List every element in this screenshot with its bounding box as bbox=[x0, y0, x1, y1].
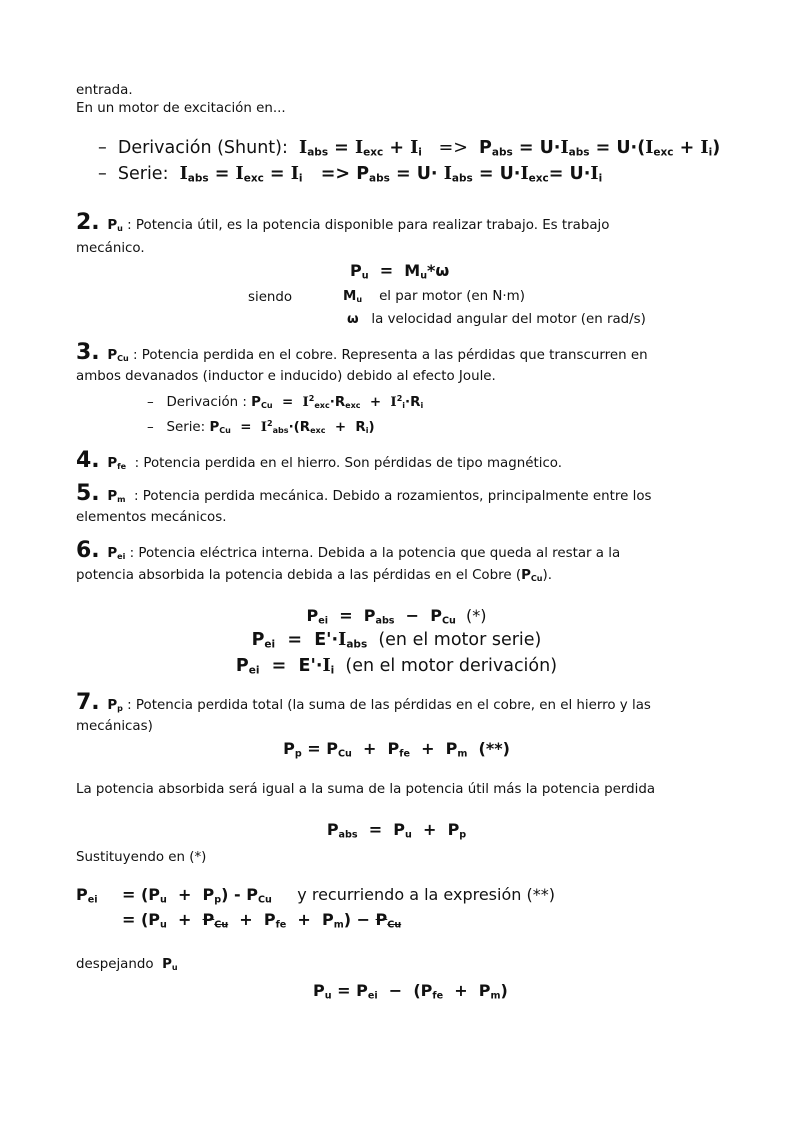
text-segment: + P bbox=[228, 910, 276, 929]
text-segment: 6. bbox=[76, 538, 108, 563]
text-segment: = U· bbox=[389, 164, 444, 184]
text-segment: = bbox=[208, 164, 236, 184]
text-segment: potencia absorbida la potencia debida a las pérdidas en el Cobre ( bbox=[76, 568, 522, 583]
text-segment: + bbox=[383, 138, 411, 158]
text-segment: = E'· bbox=[259, 656, 323, 676]
text-segment: = bbox=[272, 394, 303, 410]
text-segment: u bbox=[405, 829, 412, 841]
text-segment: P bbox=[107, 698, 118, 713]
text-segment: p bbox=[459, 829, 467, 841]
text-segment: = bbox=[328, 138, 355, 158]
text-segment: u bbox=[324, 990, 332, 1002]
text-segment: + P bbox=[351, 739, 400, 758]
text-segment: => bbox=[421, 138, 480, 158]
text-segment: P bbox=[202, 910, 215, 929]
text-segment: P bbox=[251, 630, 265, 650]
text-segment: abs bbox=[491, 146, 513, 159]
text-segment: I bbox=[338, 630, 347, 650]
text-segment: P bbox=[107, 456, 118, 471]
text-segment: P bbox=[350, 261, 362, 280]
text-line bbox=[76, 102, 286, 115]
text-segment: I bbox=[260, 418, 268, 435]
text-segment: ). bbox=[542, 568, 552, 583]
text-segment: fe bbox=[399, 748, 410, 760]
text-segment: I bbox=[179, 164, 188, 184]
text-segment: m bbox=[490, 990, 501, 1002]
text-segment: P bbox=[283, 739, 295, 758]
text-segment: p bbox=[117, 704, 123, 713]
formula-substitution-2 bbox=[122, 912, 401, 930]
text-segment: ambos devanados (inductor e inducido) debido al efecto Joule. bbox=[76, 369, 496, 384]
text-line bbox=[76, 851, 206, 864]
text-segment: I bbox=[590, 164, 599, 184]
text-segment: : Potencia perdida total (la suma de las pérdidas en el cobre, en el hierro y las bbox=[122, 698, 651, 713]
text-segment: el par motor (en N·m) bbox=[362, 289, 525, 304]
text-segment: u bbox=[160, 919, 167, 931]
text-segment: I bbox=[235, 164, 244, 184]
text-segment: P bbox=[209, 419, 220, 435]
section-3-heading bbox=[76, 342, 648, 364]
text-segment: + bbox=[166, 910, 203, 929]
formula-copper-shunt bbox=[147, 395, 423, 410]
text-segment: 2 bbox=[396, 394, 403, 403]
definition-angular-velocity bbox=[347, 313, 646, 326]
text-segment: mecánico. bbox=[76, 241, 145, 256]
text-segment: abs bbox=[272, 425, 289, 435]
text-segment: elementos mecánicos. bbox=[76, 510, 227, 525]
text-segment: i bbox=[420, 400, 424, 410]
text-segment: 4. bbox=[76, 448, 108, 473]
text-segment: : Potencia perdida mecánica. Debido a rozamientos, principalmente entre los bbox=[125, 489, 652, 504]
text-segment: Cu bbox=[441, 615, 456, 627]
formula-total-losses bbox=[0, 741, 793, 759]
text-segment: (**) bbox=[467, 739, 510, 758]
text-line bbox=[76, 370, 496, 383]
text-segment: exc bbox=[363, 146, 384, 159]
text-segment: : Potencia perdida en el cobre. Representa a las pérdidas que transcurren en bbox=[128, 348, 648, 363]
text-segment: i bbox=[708, 146, 713, 159]
text-segment: P bbox=[306, 606, 319, 625]
text-segment: y recurriendo a la expresión (**) bbox=[271, 885, 555, 904]
text-segment: Cu bbox=[219, 425, 231, 435]
text-segment: P bbox=[107, 489, 118, 504]
text-segment: = U· bbox=[512, 138, 561, 158]
text-segment: ei bbox=[117, 552, 126, 561]
formula-useful-power-result bbox=[313, 983, 508, 1001]
section-5-heading bbox=[76, 483, 652, 505]
text-segment: = P bbox=[357, 820, 406, 839]
text-segment: + bbox=[360, 394, 391, 410]
text-segment: P bbox=[326, 820, 339, 839]
text-segment: fe bbox=[117, 462, 127, 471]
text-segment: *ω bbox=[427, 261, 450, 280]
text-segment: ei bbox=[318, 615, 329, 627]
text-segment: Cu bbox=[387, 919, 402, 931]
text-segment: mecánicas) bbox=[76, 719, 153, 734]
formula-series-current bbox=[98, 166, 602, 184]
text-segment: ω bbox=[347, 312, 359, 327]
text-segment: u bbox=[117, 224, 123, 233]
text-segment: abs bbox=[568, 146, 590, 159]
text-segment: i bbox=[298, 172, 303, 185]
text-segment: p bbox=[294, 748, 302, 760]
formula-internal-power bbox=[0, 608, 793, 626]
text-segment: fe bbox=[432, 990, 444, 1002]
text-segment: u bbox=[160, 894, 167, 906]
text-segment: Cu bbox=[214, 919, 229, 931]
text-segment: despejando bbox=[76, 957, 163, 972]
text-segment: u bbox=[356, 295, 363, 304]
text-segment: P bbox=[521, 568, 531, 583]
text-segment: La potencia absorbida será igual a la suma de la potencia útil más la potencia perdida bbox=[76, 782, 656, 797]
text-segment: i bbox=[330, 664, 335, 677]
text-segment: I bbox=[410, 138, 419, 158]
text-segment: 2 bbox=[308, 394, 315, 403]
text-segment: ) bbox=[712, 138, 721, 158]
text-segment: la velocidad angular del motor (en rad/s) bbox=[358, 312, 646, 327]
section-6-heading bbox=[76, 540, 620, 562]
text-segment: : Potencia eléctrica interna. Debida a la potencia que queda al restar a la bbox=[125, 546, 621, 561]
text-segment: ) - P bbox=[221, 885, 258, 904]
text-segment: exc bbox=[345, 400, 361, 410]
text-segment: Sustituyendo en (*) bbox=[76, 850, 207, 865]
text-segment: − (P bbox=[377, 981, 433, 1000]
section-7-heading bbox=[76, 692, 651, 714]
text-segment: ) bbox=[368, 419, 375, 435]
text-segment: = (P bbox=[122, 885, 161, 904]
text-line bbox=[76, 783, 655, 796]
text-segment: Cu bbox=[257, 894, 272, 906]
text-segment: abs bbox=[338, 829, 358, 841]
text-segment: ei bbox=[264, 638, 276, 651]
text-segment: 7. bbox=[76, 690, 108, 715]
text-segment: = M bbox=[368, 261, 421, 280]
text-segment: P bbox=[107, 546, 118, 561]
text-segment: 2. bbox=[76, 210, 108, 235]
text-segment: En un motor de excitación en... bbox=[76, 101, 286, 116]
text-segment: u bbox=[361, 270, 369, 282]
text-segment: ·R bbox=[329, 394, 346, 410]
text-segment: abs bbox=[307, 146, 329, 159]
text-segment: = bbox=[230, 419, 261, 435]
text-segment: I bbox=[290, 164, 299, 184]
text-segment: ) bbox=[500, 981, 508, 1000]
text-segment: P bbox=[235, 656, 249, 676]
text-segment: m bbox=[117, 495, 126, 504]
text-segment: m bbox=[457, 748, 468, 760]
text-segment: I bbox=[520, 164, 529, 184]
text-segment: 3. bbox=[76, 340, 108, 365]
text-segment: P bbox=[107, 218, 118, 233]
definition-torque bbox=[343, 290, 525, 304]
text-segment: = P bbox=[301, 739, 338, 758]
text-segment: 5. bbox=[76, 481, 108, 506]
text-segment: = U· bbox=[472, 164, 521, 184]
text-line bbox=[248, 291, 292, 304]
text-segment: ) − bbox=[343, 910, 376, 929]
text-segment: fe bbox=[275, 919, 287, 931]
text-segment: (en el motor serie) bbox=[367, 630, 542, 650]
text-segment: = P bbox=[331, 981, 368, 1000]
text-segment: P bbox=[107, 348, 118, 363]
text-segment: + P bbox=[409, 739, 458, 758]
text-segment: ei bbox=[248, 664, 260, 677]
text-segment: = bbox=[263, 164, 291, 184]
text-segment: + P bbox=[443, 981, 491, 1000]
text-segment: Cu bbox=[117, 354, 129, 363]
text-segment: ei bbox=[87, 894, 98, 906]
text-segment: ·R bbox=[405, 394, 421, 410]
section-2-heading bbox=[76, 212, 609, 234]
text-segment: abs bbox=[375, 615, 395, 627]
text-segment: i bbox=[598, 172, 603, 185]
text-line bbox=[76, 511, 227, 524]
text-segment: exc bbox=[310, 425, 326, 435]
text-segment: abs bbox=[451, 172, 473, 185]
text-segment: – Derivación : bbox=[147, 394, 252, 410]
text-segment: exc bbox=[653, 146, 674, 159]
text-segment: : Potencia perdida en el hierro. Son pérdidas de tipo magnético. bbox=[126, 456, 563, 471]
text-segment: I bbox=[302, 393, 309, 410]
formula-substitution-lhs bbox=[76, 887, 98, 905]
text-segment: I bbox=[354, 138, 364, 158]
formula-internal-power-series bbox=[0, 632, 793, 650]
text-line bbox=[76, 569, 552, 583]
text-segment: abs bbox=[346, 638, 368, 651]
text-segment: – Serie: bbox=[147, 419, 210, 435]
text-segment: = U·( bbox=[589, 138, 646, 158]
text-segment: (en el motor derivación) bbox=[334, 656, 558, 676]
text-segment: I bbox=[443, 164, 452, 184]
text-segment: = (P bbox=[122, 910, 161, 929]
text-segment: ei bbox=[367, 990, 378, 1002]
formula-substitution-1 bbox=[122, 887, 555, 905]
text-segment: 2 bbox=[267, 419, 273, 428]
text-segment: p bbox=[214, 894, 222, 906]
text-segment: P bbox=[76, 885, 88, 904]
text-segment: i bbox=[365, 425, 369, 435]
text-segment: I bbox=[700, 138, 709, 158]
formula-shunt-current bbox=[98, 140, 720, 158]
text-segment: i bbox=[402, 400, 406, 410]
text-segment: = E'· bbox=[275, 630, 339, 650]
text-segment: Cu bbox=[337, 748, 352, 760]
text-segment: + P bbox=[166, 885, 215, 904]
text-segment: exc bbox=[528, 172, 549, 185]
text-segment: entrada. bbox=[76, 83, 133, 98]
text-segment: u bbox=[171, 963, 178, 972]
text-segment: I bbox=[299, 138, 308, 158]
text-segment: – Derivación (Shunt): bbox=[98, 138, 300, 158]
formula-copper-series bbox=[147, 420, 375, 435]
text-segment: I bbox=[560, 138, 569, 158]
formula-internal-power-shunt bbox=[0, 658, 793, 676]
text-segment: => bbox=[302, 164, 357, 184]
text-segment: P bbox=[356, 164, 370, 184]
text-segment: exc bbox=[243, 172, 264, 185]
text-line bbox=[76, 242, 145, 255]
text-segment: + R bbox=[325, 419, 366, 435]
text-segment: – Serie: bbox=[98, 164, 180, 184]
text-segment: M bbox=[343, 289, 357, 304]
text-segment: ·(R bbox=[288, 419, 311, 435]
text-segment: (*) bbox=[455, 606, 487, 625]
text-segment: siendo bbox=[248, 290, 293, 305]
text-segment: P bbox=[479, 138, 492, 158]
text-segment: + P bbox=[286, 910, 334, 929]
text-line bbox=[76, 84, 133, 97]
text-segment: exc bbox=[314, 400, 330, 410]
text-segment: abs bbox=[187, 172, 209, 185]
text-segment: − P bbox=[394, 606, 442, 625]
formula-absorbed-power bbox=[0, 822, 793, 840]
text-segment: I bbox=[645, 138, 654, 158]
text-segment: abs bbox=[369, 172, 390, 185]
text-segment: : Potencia útil, es la potencia disponible para realizar trabajo. Es trabajo bbox=[122, 218, 610, 233]
text-line bbox=[76, 958, 178, 972]
text-segment: I bbox=[322, 656, 331, 676]
text-segment: P bbox=[313, 981, 325, 1000]
text-segment: = U· bbox=[548, 164, 591, 184]
section-4-heading bbox=[76, 450, 562, 472]
text-line bbox=[76, 720, 153, 733]
text-segment: I bbox=[390, 393, 397, 410]
formula-useful-power bbox=[350, 263, 449, 281]
text-segment: + bbox=[673, 138, 701, 158]
text-segment: + P bbox=[411, 820, 460, 839]
text-segment: P bbox=[251, 394, 261, 410]
text-segment: P bbox=[375, 910, 388, 929]
text-segment: = P bbox=[328, 606, 376, 625]
text-segment: m bbox=[333, 919, 344, 931]
text-segment: Cu bbox=[530, 574, 543, 583]
text-segment: Cu bbox=[261, 400, 273, 410]
text-segment: P bbox=[162, 957, 172, 972]
text-segment: u bbox=[420, 270, 428, 282]
text-segment: i bbox=[418, 146, 422, 159]
